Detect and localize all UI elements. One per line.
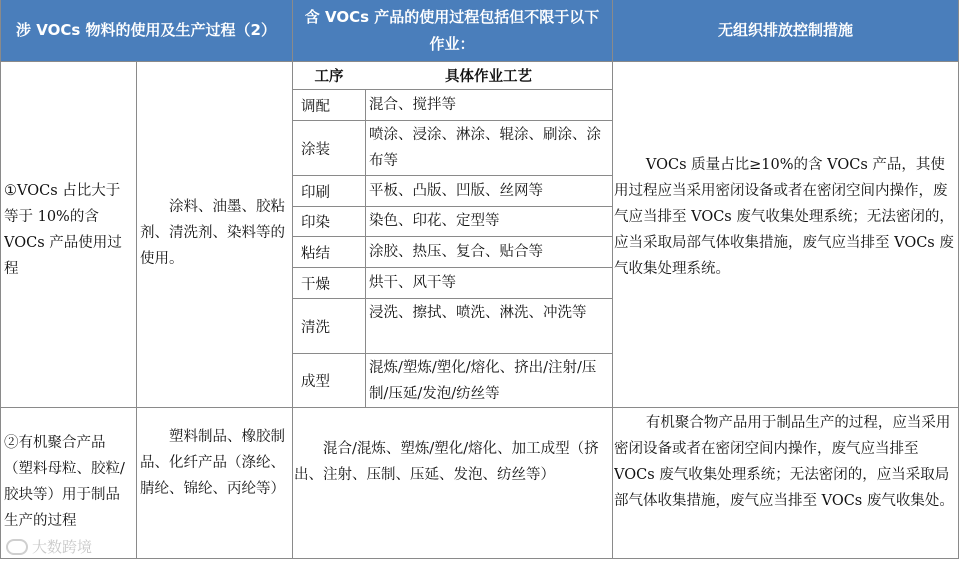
process-craft: 喷涂、浸涂、淋涂、辊涂、刷涂、涂布等: [369, 127, 601, 169]
process-name: 印染: [301, 215, 330, 231]
grid-line: [292, 175, 612, 176]
process-name: 干燥: [301, 276, 330, 293]
process-name: 清洗: [301, 319, 330, 336]
grid-line: [612, 0, 613, 559]
grid-line: [0, 61, 959, 62]
process-craft: 染色、印花、定型等: [369, 213, 500, 229]
process-craft: 混合、搅拌等: [369, 97, 456, 113]
process-craft: 浸洗、擦拭、喷洗、淋洗、冲洗等: [369, 305, 587, 321]
grid-line: [292, 0, 293, 559]
row1-materials: 涂料、油墨、胶粘剂、清洗剂、染料等的使用。: [140, 199, 285, 267]
row1-measures: VOCs 质量占比≥10%的含 VOCs 产品，其使用过程应当采用密闭设备或者在密闭空间内操作，废气应当排至 VOCs 废气收集处理系统；无法密闭的，应当采取局部气体收集措施，废气应当排至 VOCs 废气收集处理系统。: [614, 157, 954, 277]
grid-line: [292, 120, 612, 121]
grid-line: [292, 353, 612, 354]
process-craft: 烘干、风干等: [369, 275, 456, 291]
header-processes: 含 VOCs 产品的使用过程包括但不限于以下作业：: [292, 0, 612, 61]
row2-measures: 有机聚合物产品用于制品生产的过程，应当采用密闭设备或者在密闭空间内操作，废气应当排至 VOCs 废气收集处理系统；无法密闭的，应当采取局部气体收集措施，废气应当排至 VOCs 废气收集处。: [614, 415, 954, 509]
process-craft: 涂胶、热压、复合、贴合等: [369, 244, 543, 260]
watermark: [6, 536, 92, 557]
subheader-process: 工序: [314, 69, 344, 85]
grid-line: [0, 0, 1, 559]
header-materials: 涉 VOCs 物料的使用及生产过程（2）: [0, 0, 292, 61]
row1-category: ①VOCs 占比大于等于 10%的含 VOCs 产品使用过程: [4, 183, 122, 277]
watermark-logo-icon: [6, 539, 28, 555]
process-craft: 平板、凸版、凹版、丝网等: [369, 183, 543, 199]
process-craft: 混炼/塑炼/塑化/熔化、挤出/注射/压制/压延/发泡/纺丝等: [369, 360, 597, 402]
grid-line: [292, 89, 612, 90]
grid-line: [292, 267, 612, 268]
subheader-craft: 具体作业工艺: [445, 69, 532, 85]
process-name: 成型: [301, 374, 330, 390]
grid-line: [292, 206, 612, 207]
row2-category: ②有机聚合产品（塑料母粒、胶粒/胶块等）用于制品生产的过程: [4, 435, 125, 529]
grid-line: [136, 61, 137, 559]
grid-line: [292, 298, 612, 299]
process-name: 印刷: [301, 184, 330, 201]
process-name: 涂装: [301, 141, 330, 158]
header-measures: 无组织排放控制措施: [612, 0, 959, 61]
row2-craft: 混合/混炼、塑炼/塑化/熔化、加工成型（挤出、注射、压制、压延、发泡、纺丝等）: [294, 441, 599, 483]
row2-materials: 塑料制品、橡胶制品、化纤产品（涤纶、腈纶、锦纶、丙纶等）: [140, 429, 285, 497]
grid-line: [0, 407, 959, 408]
grid-line: [292, 236, 612, 237]
process-name: 粘结: [301, 245, 330, 262]
process-name: 调配: [301, 98, 330, 115]
grid-line: [365, 89, 366, 407]
watermark-text: 大数跨境: [32, 538, 93, 556]
grid-line: [0, 558, 959, 559]
